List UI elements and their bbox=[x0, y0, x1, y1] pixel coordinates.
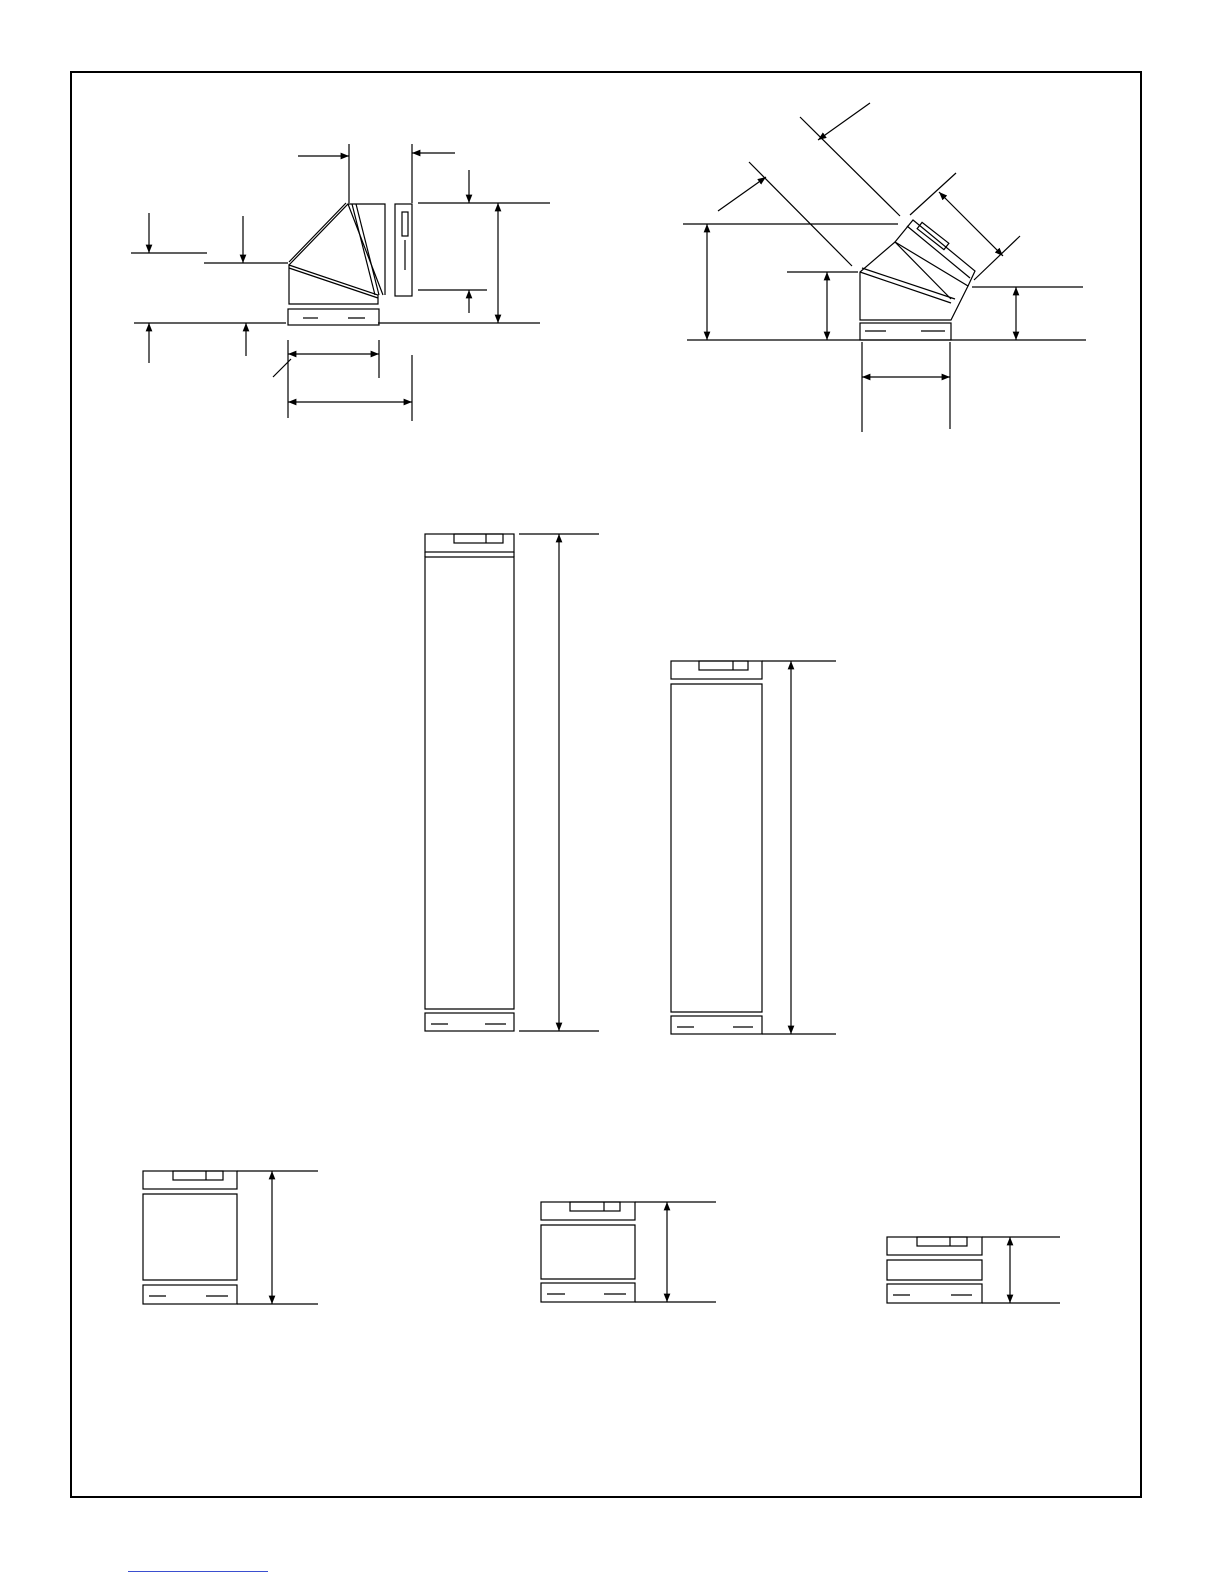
pipe-short-3-drawing bbox=[887, 1237, 1060, 1303]
pipe-short-2-drawing bbox=[541, 1202, 716, 1302]
elbow-45-drawing bbox=[683, 103, 1086, 432]
pipe-medium-drawing bbox=[671, 661, 836, 1034]
footer-link-underline[interactable] bbox=[128, 1571, 268, 1572]
elbow-90-drawing bbox=[131, 144, 550, 421]
pipe-long-drawing bbox=[425, 534, 599, 1031]
pipe-short-1-drawing bbox=[143, 1171, 318, 1304]
